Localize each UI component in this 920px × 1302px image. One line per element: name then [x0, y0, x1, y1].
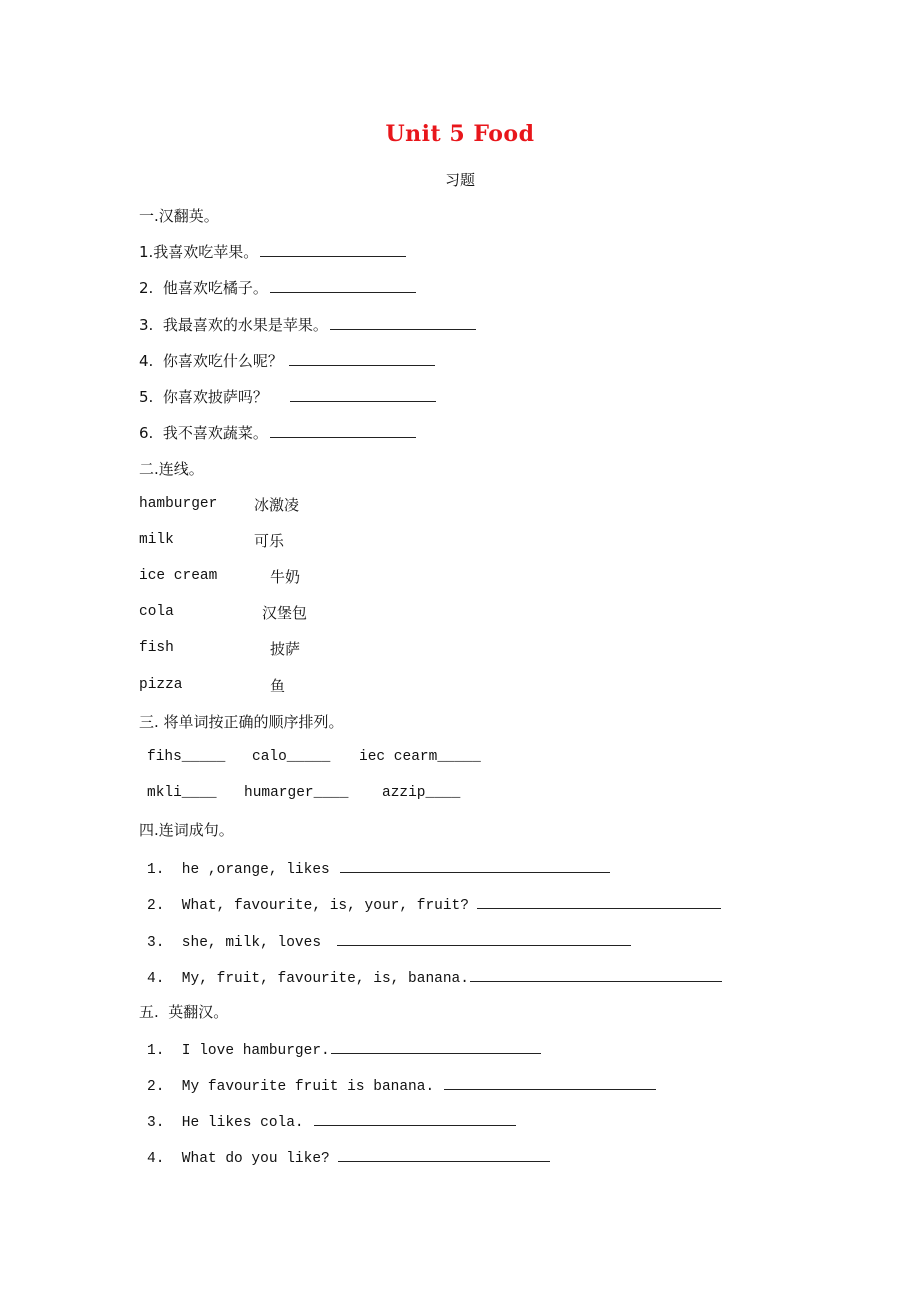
s1-item-4-text: 4. 你喜欢吃什么呢？	[139, 352, 283, 370]
page-subtitle: 习题	[444, 171, 475, 189]
s1-answer-line-5[interactable]	[290, 386, 436, 402]
scramble-2[interactable]: calo_____	[252, 749, 331, 765]
s4-answer-line-1[interactable]	[340, 857, 610, 873]
s1-item-6-text: 6. 我不喜欢蔬菜。	[139, 424, 268, 442]
s5-item-1-text: 1. I love hamburger.	[147, 1043, 330, 1059]
s5-item-1	[147, 1038, 541, 1059]
s4-item-1	[147, 857, 610, 878]
s4-answer-line-3[interactable]	[337, 930, 631, 946]
s4-answer-line-4[interactable]	[470, 966, 722, 982]
match-left-5[interactable]: fish	[139, 640, 174, 656]
s5-item-3-text: 3. He likes cola.	[147, 1115, 304, 1131]
scramble-3[interactable]: iec cearm_____	[359, 749, 481, 765]
s5-item-4	[147, 1146, 550, 1167]
s1-item-2-text: 2. 他喜欢吃橘子。	[139, 279, 268, 297]
s1-item-3	[139, 314, 476, 335]
match-right-6[interactable]: 鱼	[270, 677, 286, 695]
match-left-6[interactable]: pizza	[139, 677, 183, 693]
s5-item-2	[147, 1074, 656, 1095]
s4-item-1-text: 1. he ,orange, likes	[147, 862, 330, 878]
s1-item-6	[139, 422, 416, 443]
s4-item-2	[147, 893, 721, 914]
match-left-2[interactable]: milk	[139, 532, 174, 548]
section5-heading: 五. 英翻汉。	[139, 1003, 229, 1021]
s1-answer-line-4[interactable]	[289, 350, 435, 366]
s4-item-4	[147, 966, 722, 987]
match-right-1[interactable]: 冰激凌	[254, 496, 300, 514]
s4-item-2-text: 2. What, favourite, is, your, fruit?	[147, 898, 469, 914]
s1-item-5	[139, 386, 436, 407]
s1-answer-line-1[interactable]	[260, 241, 406, 257]
s5-answer-line-4[interactable]	[338, 1146, 550, 1162]
s1-answer-line-2[interactable]	[270, 277, 416, 293]
match-right-3[interactable]: 牛奶	[270, 568, 301, 586]
match-right-5[interactable]: 披萨	[270, 640, 301, 658]
s1-answer-line-6[interactable]	[270, 422, 416, 438]
s5-item-4-text: 4. What do you like?	[147, 1151, 330, 1167]
section3-heading: 三. 将单词按正确的顺序排列。	[139, 713, 344, 731]
match-right-2[interactable]: 可乐	[254, 532, 285, 550]
match-left-4[interactable]: cola	[139, 604, 174, 620]
section1-heading: 一.汉翻英。	[139, 207, 219, 225]
scramble-6[interactable]: azzip____	[382, 785, 461, 801]
match-right-4[interactable]: 汉堡包	[262, 604, 308, 622]
s5-item-3	[147, 1110, 516, 1131]
s1-item-2	[139, 277, 416, 298]
s4-item-4-text: 4. My, fruit, favourite, is, banana.	[147, 971, 469, 987]
scramble-5[interactable]: humarger____	[244, 785, 349, 801]
s1-item-3-text: 3. 我最喜欢的水果是苹果。	[139, 316, 328, 334]
s4-item-3-text: 3. she, milk, loves	[147, 935, 322, 951]
s1-item-5-text: 5. 你喜欢披萨吗？	[139, 388, 268, 406]
s1-answer-line-3[interactable]	[330, 314, 476, 330]
section4-heading: 四.连词成句。	[139, 821, 234, 839]
s1-item-4	[139, 350, 435, 371]
s5-answer-line-3[interactable]	[314, 1110, 516, 1126]
section2-heading: 二.连线。	[139, 460, 204, 478]
s4-answer-line-2[interactable]	[477, 893, 721, 909]
page-title: Unit 5 Food	[385, 121, 535, 147]
s1-item-1-text: 1.我喜欢吃苹果。	[139, 243, 259, 261]
s5-answer-line-2[interactable]	[444, 1074, 656, 1090]
s5-answer-line-1[interactable]	[331, 1038, 541, 1054]
scramble-1[interactable]: fihs_____	[147, 749, 226, 765]
s4-item-3	[147, 930, 631, 951]
s1-item-1	[139, 241, 406, 262]
scramble-4[interactable]: mkli____	[147, 785, 217, 801]
s5-item-2-text: 2. My favourite fruit is banana.	[147, 1079, 435, 1095]
match-left-1[interactable]: hamburger	[139, 496, 218, 512]
match-left-3[interactable]: ice cream	[139, 568, 218, 584]
